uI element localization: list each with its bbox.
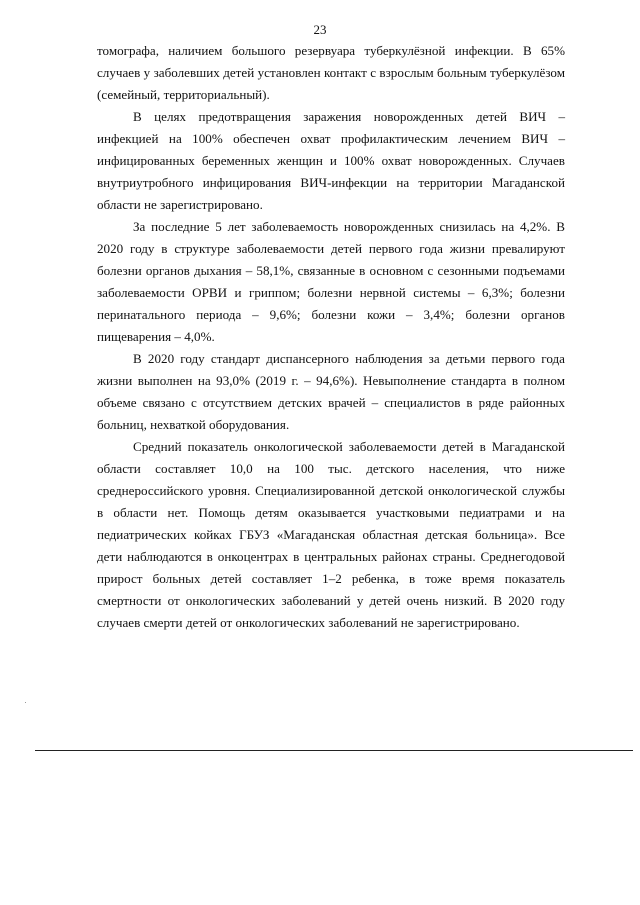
paragraph-tuberculosis-contacts: томографа, наличием большого резервуара туберкулёзной инфекции. В 65% случаев у заболевших детей установлен контакт с взрослым больным туберкулёзом (семейный, территориальный). bbox=[97, 43, 565, 102]
paragraph-oncology: Средний показатель онкологической заболеваемости детей в Магаданской области составляет 10,0 на 100 тыс. детского населения, что ниже среднероссийского уровня. Специализированной детской онкологической службы в области нет. Помощь детям оказывается участковыми педиатрами и на педиатрических койках ГБУЗ «Магаданская областная детская больница». Все дети наблюдаются в онкоцентрах в центральных районах страны. Среднегодовой прирост больных детей составляет 1–2 ребенка, в тоже время показатель смертности от онкологических заболеваний у детей очень низкий. В 2020 году случаев смерти детей от онкологических заболеваний не зарегистрировано. bbox=[97, 439, 565, 630]
paragraph-hiv-prevention: В целях предотвращения заражения новорожденных детей ВИЧ – инфекцией на 100% обеспечен охват профилактическим лечением ВИЧ – инфицированных беременных женщин и 100% охват новорожденных. Случаев внутриутробного инфицирования ВИЧ-инфекции на территории Магаданской области не зарегистрировано. bbox=[97, 109, 565, 212]
paragraph-dispensary-observation: В 2020 году стандарт диспансерного наблюдения за детьми первого года жизни выполнен на 93,0% (2019 г. – 94,6%). Невыполнение стандарта в полном объеме связано с отсутствием детских врачей – специалистов в ряде районных больниц, нехваткой оборудования. bbox=[97, 351, 565, 432]
paragraph-newborn-morbidity: За последние 5 лет заболеваемость новорожденных снизилась на 4,2%. В 2020 году в структуре заболеваемости детей первого года жизни превалируют болезни органов дыхания – 58,1%, связанные в основном с сезонными подъемами заболеваемости ОРВИ и гриппом; болезни нервной системы – 6,3%; болезни перинатального периода – 9,6%; болезни кожи – 3,4%; болезни органов пищеварения – 4,0%. bbox=[97, 219, 565, 344]
bottom-rule bbox=[35, 750, 633, 751]
page-number: 23 bbox=[313, 22, 327, 37]
scan-artifact bbox=[25, 702, 26, 703]
document-body bbox=[97, 40, 565, 634]
